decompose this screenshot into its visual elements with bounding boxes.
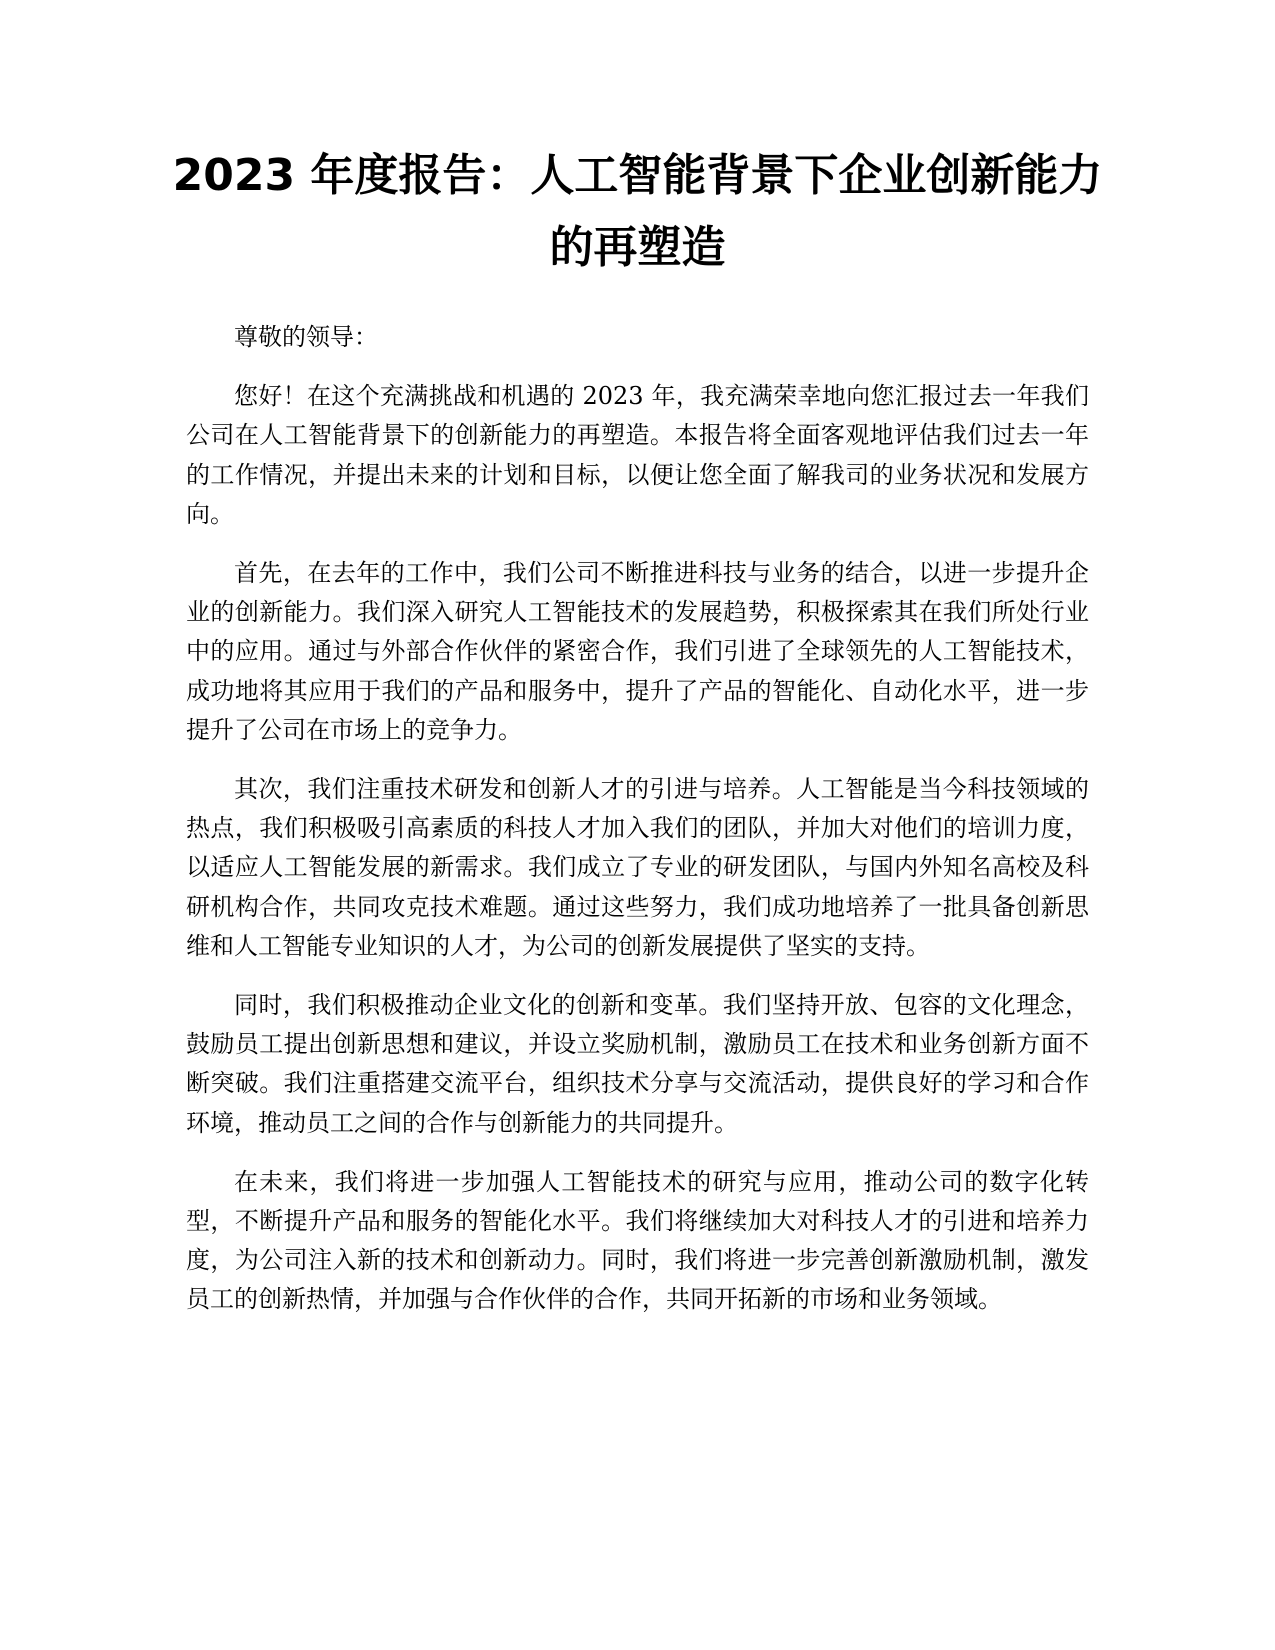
document-title: 2023 年度报告：人工智能背景下企业创新能力的再塑造 <box>172 150 1103 273</box>
paragraph-first: 首先，在去年的工作中，我们公司不断推进科技与业务的结合，以进一步提升企业的创新能力。我们深入研究人工智能技术的发展趋势，积极探索其在我们所处行业中的应用。通过与外部合作伙伴的紧密合作，我们引进了全球领先的人工智能技术，成功地将其应用于我们的产品和服务中，提升了产品的智能化、自动化水平，进一步提升了公司在市场上的竞争力。 <box>186 559 1089 744</box>
paragraph-culture: 同时，我们积极推动企业文化的创新和变革。我们坚持开放、包容的文化理念，鼓励员工提出创新思想和建议，并设立奖励机制，激励员工在技术和业务创新方面不断突破。我们注重搭建交流平台，组织技术分享与交流活动，提供良好的学习和合作环境，推动员工之间的合作与创新能力的共同提升。 <box>186 991 1089 1137</box>
paragraph-future: 在未来，我们将进一步加强人工智能技术的研究与应用，推动公司的数字化转型，不断提升产品和服务的智能化水平。我们将继续加大对科技人才的引进和培养力度，为公司注入新的技术和创新动力。同时，我们将进一步完善创新激励机制，激发员工的创新热情，并加强与合作伙伴的合作，共同开拓新的市场和业务领域。 <box>186 1167 1089 1314</box>
paragraph-greeting: 您好！在这个充满挑战和机遇的 2023 年，我充满荣幸地向您汇报过去一年我们公司在人工智能背景下的创新能力的再塑造。本报告将全面客观地评估我们过去一年的工作情况，并提出未来的计划和目标，以便让您全面了解我司的业务状况和发展方向。 <box>186 382 1089 528</box>
document-body <box>186 318 1089 1340</box>
salutation: 尊敬的领导： <box>234 323 378 351</box>
paragraph-second: 其次，我们注重技术研发和创新人才的引进与培养。人工智能是当今科技领域的热点，我们积极吸引高素质的科技人才加入我们的团队，并加大对他们的培训力度，以适应人工智能发展的新需求。我们成立了专业的研发团队，与国内外知名高校及科研机构合作，共同攻克技术难题。通过这些努力，我们成功地培养了一批具备创新思维和人工智能专业知识的人才，为公司的创新发展提供了坚实的支持。 <box>186 775 1089 960</box>
